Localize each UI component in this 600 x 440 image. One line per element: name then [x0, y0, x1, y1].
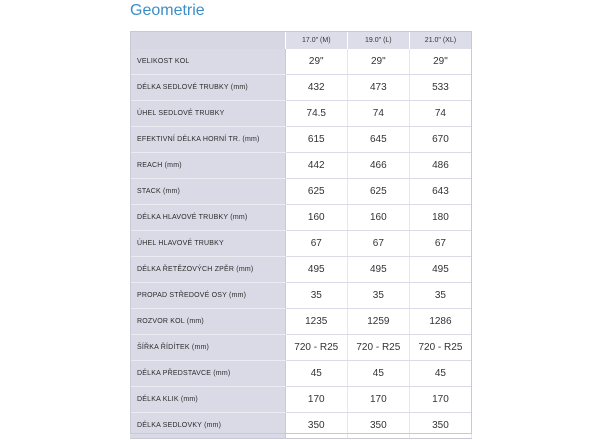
- table-cell: 350: [409, 413, 471, 439]
- table-cell: 625: [347, 179, 409, 205]
- table-header-row: [130, 31, 472, 49]
- table-row: [130, 205, 472, 231]
- table-cell: 645: [347, 127, 409, 153]
- table-cell: 170: [285, 387, 347, 413]
- row-label: DÉLKA KLIK (mm): [130, 387, 285, 413]
- table-cell: 466: [347, 153, 409, 179]
- table-cell: 615: [285, 127, 347, 153]
- table-row: [130, 361, 472, 387]
- table-row: [130, 179, 472, 205]
- table-cell: 473: [347, 75, 409, 101]
- table-cell: 1286: [409, 309, 471, 335]
- table-cell: 74: [347, 101, 409, 127]
- geometry-table: [130, 31, 472, 439]
- row-label: DÉLKA PŘEDSTAVCE (mm): [130, 361, 285, 387]
- table-cell: 495: [409, 257, 471, 283]
- table-cell: 495: [347, 257, 409, 283]
- row-label: ÚHEL SEDLOVÉ TRUBKY: [130, 101, 285, 127]
- table-cell: 67: [285, 231, 347, 257]
- row-label: DÉLKA HLAVOVÉ TRUBKY (mm): [130, 205, 285, 231]
- table-cell: 533: [409, 75, 471, 101]
- column-header: 19.0" (L): [347, 31, 409, 49]
- table-cell: 35: [285, 283, 347, 309]
- table-cell: 45: [285, 361, 347, 387]
- row-label: ÚHEL HLAVOVÉ TRUBKY: [130, 231, 285, 257]
- table-cell: 67: [409, 231, 471, 257]
- table-cell: 74.5: [285, 101, 347, 127]
- table-cell: 486: [409, 153, 471, 179]
- row-label: DÉLKA ŘETĚZOVÝCH ZPĚR (mm): [130, 257, 285, 283]
- table-cell: 35: [347, 283, 409, 309]
- table-cell: 1259: [347, 309, 409, 335]
- table-cell: 670: [409, 127, 471, 153]
- column-header: 17.0" (M): [285, 31, 347, 49]
- page-title: Geometrie: [130, 2, 205, 19]
- table-row: [130, 283, 472, 309]
- table-cell: 643: [409, 179, 471, 205]
- table-cell: 495: [285, 257, 347, 283]
- table-cell: 29": [409, 49, 471, 75]
- row-label: ŠÍŘKA ŘÍDÍTEK (mm): [130, 335, 285, 361]
- table-row: [130, 49, 472, 75]
- table-row: [130, 75, 472, 101]
- table-cell: 160: [347, 205, 409, 231]
- table-row: [130, 387, 472, 413]
- table-cell: 35: [409, 283, 471, 309]
- row-label: REACH (mm): [130, 153, 285, 179]
- table-cell: 170: [409, 387, 471, 413]
- table-cell: 625: [285, 179, 347, 205]
- table-cell: 29": [285, 49, 347, 75]
- table-cell: 45: [347, 361, 409, 387]
- table-cell: 720 - R25: [285, 335, 347, 361]
- row-label: STACK (mm): [130, 179, 285, 205]
- column-header: 21.0" (XL): [409, 31, 471, 49]
- table-cell: 45: [409, 361, 471, 387]
- row-label: PROPAD STŘEDOVÉ OSY (mm): [130, 283, 285, 309]
- table-cell: 442: [285, 153, 347, 179]
- row-label: VELIKOST KOL: [130, 49, 285, 75]
- table-row: [130, 257, 472, 283]
- table-row: [130, 413, 472, 439]
- row-label: ROZVOR KOL (mm): [130, 309, 285, 335]
- header-label-cell: [130, 31, 285, 49]
- table-cell: 74: [409, 101, 471, 127]
- row-label: EFEKTIVNÍ DÉLKA HORNÍ TR. (mm): [130, 127, 285, 153]
- table-cell: 720 - R25: [347, 335, 409, 361]
- table-cell: 29": [347, 49, 409, 75]
- table-cell: 170: [347, 387, 409, 413]
- table-cell: 350: [347, 413, 409, 439]
- table-cell: 432: [285, 75, 347, 101]
- table-row: [130, 101, 472, 127]
- table-cell: 67: [347, 231, 409, 257]
- table-row: [130, 309, 472, 335]
- table-cell: 160: [285, 205, 347, 231]
- row-label: DÉLKA SEDLOVKY (mm): [130, 413, 285, 439]
- table-row: [130, 127, 472, 153]
- table-cell: 180: [409, 205, 471, 231]
- table-cell: 1235: [285, 309, 347, 335]
- table-cell: 720 - R25: [409, 335, 471, 361]
- table-row: [130, 231, 472, 257]
- table-cell: 350: [285, 413, 347, 439]
- table-row: [130, 335, 472, 361]
- row-label: DÉLKA SEDLOVÉ TRUBKY (mm): [130, 75, 285, 101]
- table-row: [130, 153, 472, 179]
